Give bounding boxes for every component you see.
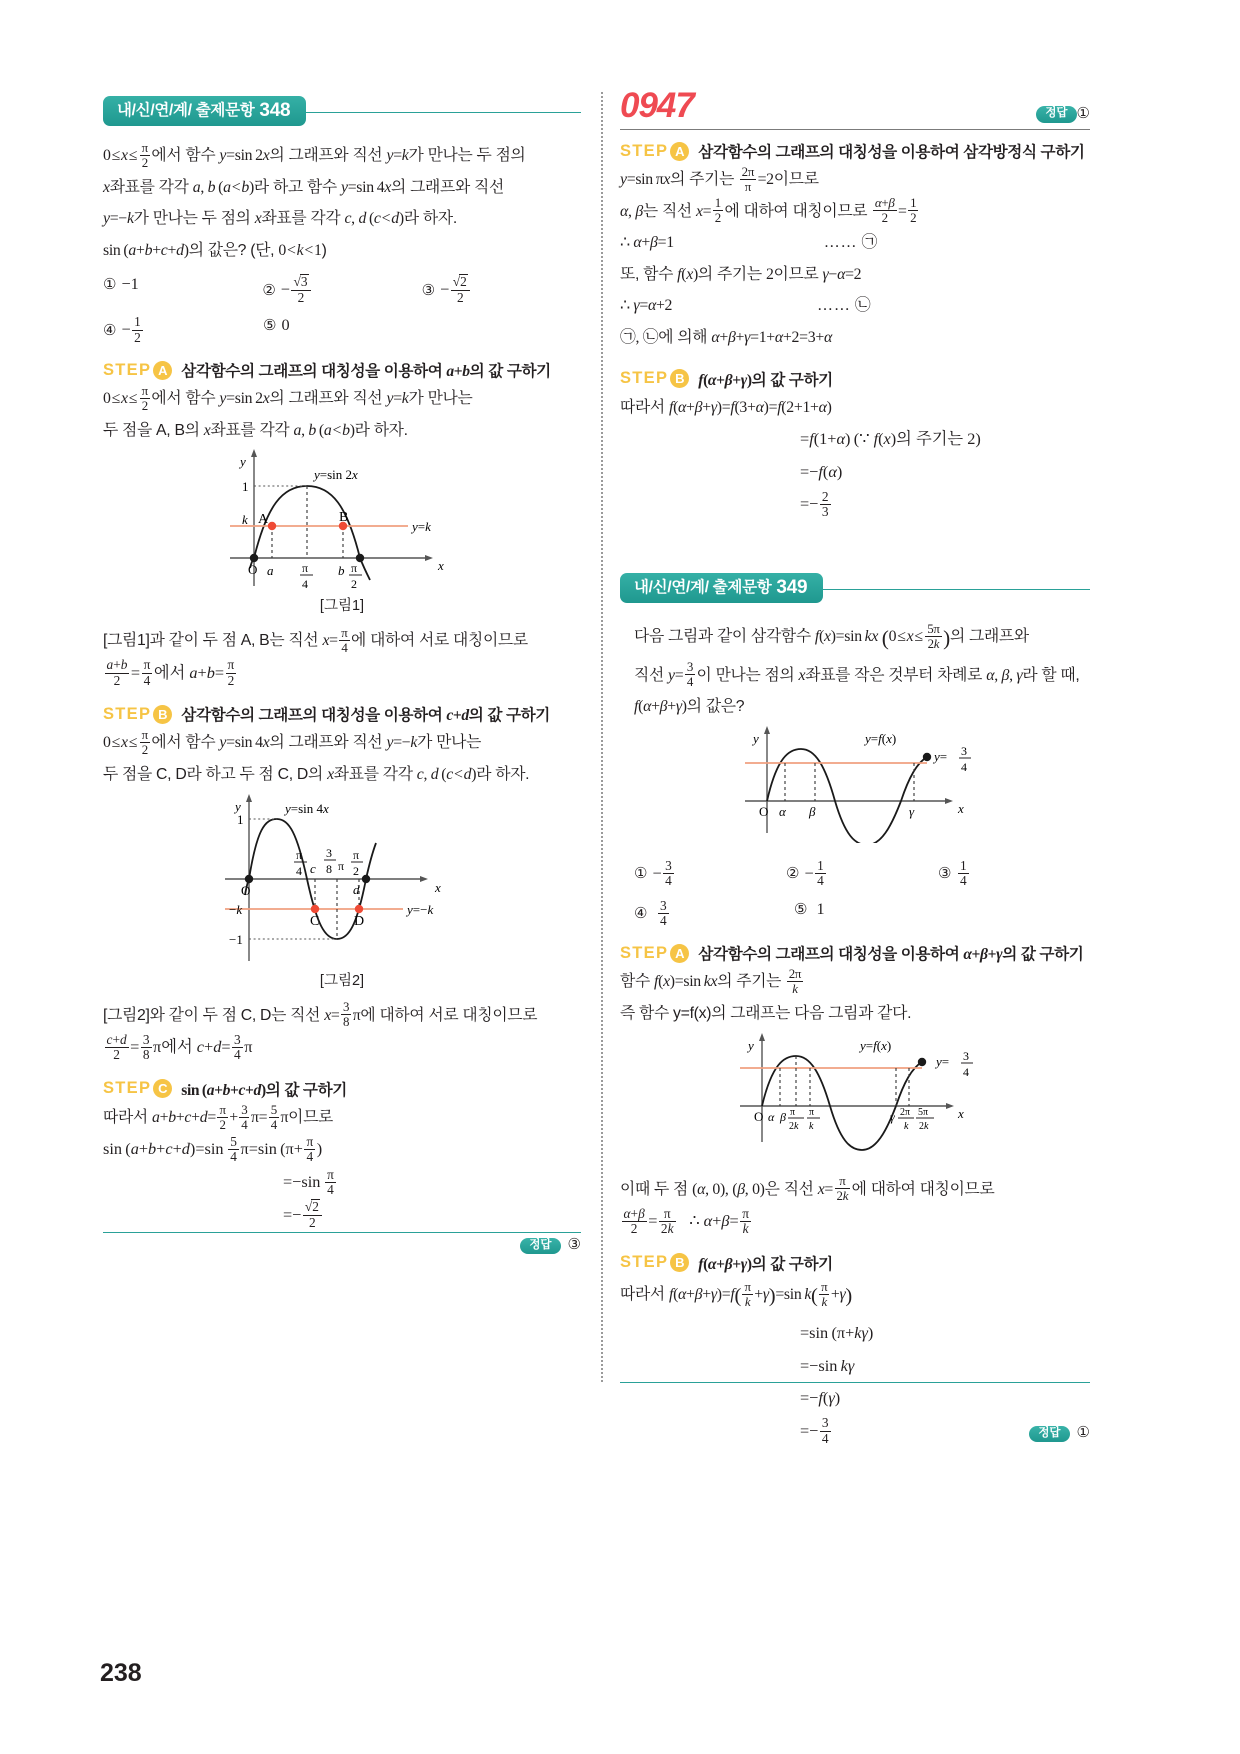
choice-3[interactable]: ③ − $\frac{√2}{2}$ [422,274,581,305]
svg-text:y=: y= [934,748,948,764]
step-b-after-2: $\frac{c+d}{2}$ = $\frac{3}{8}$ π에서 c+d= $\frac{3}{4}$ π [106,1031,253,1063]
svg-text:1: 1 [237,811,244,827]
step-b2-l1: 따라서 f(α+β+γ)=f( $\frac{\pi}{k}$ +γ)=sin k( $\frac{\pi}{k}$ +γ) [620,1278,852,1309]
badge-349 [620,573,823,603]
step-letter-b: B [670,369,689,388]
right-column-bottom-rule [620,1382,1090,1383]
svg-text:2: 2 [353,863,359,878]
svg-text:O: O [759,803,769,819]
step-a2-title: 삼각함수의 그래프의 대칭성을 이용하여 α+β+γ의 값 구하기 [698,946,1084,964]
step-letter-b: B [670,1253,689,1272]
svg-text:A: A [258,512,269,528]
step-a-right-l1: y=sin πx의 주기는 $\frac{2\pi}{\pi}$ =2이므로 [620,163,819,194]
svg-text:D: D [354,913,365,929]
svg-text:y: y [748,1037,754,1053]
svg-text:2k: 2k [919,1120,929,1132]
svg-text:5π: 5π [918,1106,929,1118]
step-label: STEP [620,1253,669,1272]
step-b-right-l4: =− $\frac{2}{3}$ [800,488,829,520]
answer-value: ① [1076,1425,1090,1442]
step-a-left [103,359,581,381]
step-b-left [103,703,581,725]
svg-text:y: y [235,798,241,814]
svg-text:4: 4 [296,863,302,878]
choice-row-2 [634,899,1090,929]
problem-line-1: 0 ≤ x ≤ $\frac{\pi}{2}$ 에서 함수 y=sin 2x의 그래프와 직선 y=k가 만나는 두 점의 [103,139,526,170]
step-a-right-l2: α, β는 직선 x= $\frac{1}{2}$ 에 대하여 대칭이므로 $\frac{\alpha+\beta}{2}$ = $\frac{1}{2}$ [620,195,917,226]
svg-text:x: x [435,879,441,895]
problem-line-2: x좌표를 각각 a, b (a < b)라 하고 함수 y=sin 4x의 그래프와 직선 [103,178,504,196]
badge-348 [103,96,306,126]
step-label: STEP [620,141,669,160]
badge-348-number: 348 [259,100,291,121]
answer-pill-label: 정답 [1036,106,1076,123]
step-label: STEP [103,1079,152,1098]
step-a-right-l6: ㉠, ㉡에 의해 α+β+γ=1+α+2=3+α [620,328,832,346]
svg-text:y=f(x): y=f(x) [860,1037,892,1053]
question-rule [620,129,1090,130]
problem-349-line-1: 다음 그림과 같이 삼각함수 f(x)=sin kx (0 ≤ x ≤ $\frac{5\pi}{2k}$ )의 그래프와 [634,620,1029,651]
choice-3[interactable]: ③ $\frac{1}{4}$ [938,857,967,889]
svg-text:2: 2 [351,577,357,592]
choice-4[interactable]: ④ $\frac{3}{4}$ [634,897,667,929]
svg-text:2π: 2π [900,1106,911,1118]
step-a-after-1: [그림1]과 같이 두 점 A, B는 직선 x= $\frac{\pi}{4}$ 에 대하여 서로 대칭이므로 [103,625,528,655]
badge-349-number: 349 [776,576,808,598]
svg-text:x: x [958,1105,964,1121]
svg-text:π: π [790,1106,796,1118]
svg-text:π: π [351,561,358,576]
badge-349-prefix: 내/신/연/계/ 출제문항 [634,578,772,596]
svg-text:y=k: y=k [412,519,431,535]
step-c-line-4: =− $\frac{√2}{2}$ [103,1199,581,1232]
svg-text:1: 1 [242,479,249,495]
step-label: STEP [620,943,669,962]
step-b2-title: f(α+β+γ)의 값 구하기 [698,1255,833,1273]
svg-text:α: α [768,1109,775,1124]
svg-text:c: c [310,860,316,876]
right-column [620,86,1090,1446]
svg-text:y: y [240,454,246,470]
step-c-title: sin (a+b+c+d)의 값 구하기 [181,1081,347,1099]
svg-text:O: O [754,1108,764,1124]
svg-text:B: B [339,510,349,526]
svg-text:π: π [296,847,303,862]
choice-row-1 [103,274,581,305]
problem-349-header [620,573,1090,607]
step-b2-l4: =−f(γ) [800,1388,841,1408]
svg-text:k: k [904,1120,909,1132]
step-letter-b: B [153,705,172,724]
question-number-0947: 0947 [620,86,694,125]
svg-text:β: β [780,1109,786,1124]
problem-349-choices [620,859,1090,929]
choice-5[interactable]: ⑤ 1 [794,898,825,918]
svg-text:y=−k: y=−k [407,901,434,917]
column-divider [601,92,603,1382]
svg-text:3: 3 [961,743,967,758]
choice-row-2 [103,315,581,345]
figure-2-graph [207,791,477,971]
step-b-line-1: 0 ≤ x ≤ $\frac{\pi}{2}$ 에서 함수 y=sin 4x의 그래프와 직선 y=−k가 만나는 [103,727,482,758]
step-a-right [620,140,1090,162]
step-b-right-title: f(α+β+γ)의 값 구하기 [698,371,833,389]
step-a-right-l4: 또, 함수 f(x)의 주기는 2이므로 γ−α=2 [620,265,862,283]
step-b-title: 삼각함수의 그래프의 대칭성을 이용하여 c+d의 값 구하기 [181,707,550,725]
problem-348-header [103,96,581,130]
svg-text:C: C [310,913,320,929]
step-a2-right [620,942,1090,964]
step-b-line-2: 두 점을 C, D라 하고 두 점 C, D의 x좌표를 각각 c, d (c < d)라 하자. [103,766,530,784]
problem-348-choices [103,274,581,345]
svg-text:4: 4 [302,577,308,592]
choice-2[interactable]: ② − $\frac{√3}{2}$ [262,274,421,305]
problem-349-line-3: f(α+β+γ)의 값은? [634,698,745,716]
badge-348-prefix: 내/신/연/계/ 출제문항 [117,102,255,119]
step-b-right-l1: 따라서 f(α+β+γ)=f(3+α)=f(2+1+α) [620,398,832,416]
svg-text:a: a [267,563,274,579]
svg-text:k: k [809,1120,814,1132]
svg-text:y=: y= [936,1053,950,1069]
answer-pill-label: 정답 [1029,1426,1069,1443]
figure-4-wrap [620,1030,1090,1160]
svg-text:π: π [338,858,345,873]
figure-3-graph [715,723,995,843]
step-c-line-3: =−sin $\frac{\pi}{4}$ [283,1166,334,1197]
svg-text:k: k [242,512,248,528]
svg-text:γ: γ [890,1109,895,1124]
step-b-right-l2: =f(1+α) (∵ f(x)의 주기는 2) [800,429,981,449]
svg-text:O: O [241,882,251,898]
svg-text:y: y [753,730,759,746]
svg-text:O: O [248,562,258,578]
svg-text:x: x [958,800,964,816]
step-c-line-2: sin (a+b+c+d)=sin $\frac{5}{4}$ π=sin (π+ $\frac{\pi}{4}$ ) [103,1133,323,1165]
svg-text:−1: −1 [229,931,243,947]
left-column-bottom-rule [103,1232,581,1233]
svg-text:4: 4 [961,759,967,774]
step-letter-a: A [153,361,172,380]
step-letter-c: C [153,1079,172,1098]
step-a-title: 삼각함수의 그래프의 대칭성을 이용하여 a+b의 값 구하기 [181,363,551,381]
problem-348-statement [103,140,581,266]
choice-1[interactable]: ① − $\frac{3}{4}$ [634,857,672,889]
choice-4[interactable]: ④ − $\frac{1}{2}$ [103,314,141,345]
step-label: STEP [103,360,152,379]
step-b-right-l3: =−f(α) [800,461,843,481]
left-column [103,96,581,1254]
svg-text:π: π [353,847,360,862]
svg-text:3: 3 [963,1048,969,1063]
problem-line-4: sin (a+b+c+d)의 값은? (단, 0 < k < 1) [103,241,327,259]
step-letter-a: A [670,142,689,161]
left-answer-line [103,1235,581,1254]
svg-text:β: β [809,803,816,819]
svg-text:4: 4 [963,1064,969,1079]
choice-row-1 [634,859,1090,889]
step-a-right-l5: ∴ γ=α+2 …… ㉡ [620,297,871,315]
svg-text:2k: 2k [789,1120,799,1132]
answer-value: ① [1076,106,1090,122]
svg-text:π: π [302,561,309,576]
step-label: STEP [103,704,152,723]
page-number: 238 [100,1659,142,1687]
figure-1-graph [212,446,472,596]
step-c-left [103,1078,581,1100]
step-a-after-2: $\frac{a+b}{2}$ = $\frac{\pi}{4}$ 에서 a+b= $\frac{\pi}{2}$ [106,657,235,688]
step-b-right [620,368,1090,390]
step-b2-right [620,1252,1090,1274]
step-a-line-1: 0 ≤ x ≤ $\frac{\pi}{2}$ 에서 함수 y=sin 2x의 그래프와 직선 y=k가 만나는 [103,382,473,413]
answer-pill-label: 정답 [520,1238,560,1255]
svg-text:8: 8 [326,861,332,876]
step-a-right-l3: ∴ α+β=1 …… ㉠ [620,234,877,252]
figure-4-graph [710,1030,1000,1160]
figure-3-wrap [620,723,1090,843]
step-a-right-title: 삼각함수의 그래프의 대칭성을 이용하여 삼각방정식 구하기 [698,144,1085,161]
problem-line-3: y=−k가 만나는 두 점의 x좌표를 각각 c, d (c < d)라 하자. [103,210,457,228]
right-answer-line [620,1423,1090,1442]
svg-text:α: α [779,803,786,819]
step-a2-l2: 즉 함수 y=f(x)의 그래프는 다음 그림과 같다. [620,1005,912,1023]
step-letter-a: A [670,944,689,963]
step-c-line-1: 따라서 a+b+c+d= $\frac{\pi}{2}$ + $\frac{3}{4}$ π= $\frac{5}{4}$ π이므로 [103,1101,334,1132]
after-fig4-l2: $\frac{\alpha+\beta}{2}$ = $\frac{\pi}{2k}$ ∴ α+β= $\frac{\pi}{k}$ [623,1205,749,1237]
step-b2-l3: =−sin kγ [800,1355,855,1375]
svg-text:d: d [353,881,360,897]
svg-text:π: π [809,1106,815,1118]
choice-1[interactable]: ① −1 [103,274,139,294]
svg-text:y=sin 2x: y=sin 2x [314,467,358,483]
svg-text:3: 3 [326,845,332,860]
svg-text:γ: γ [909,803,915,819]
step-a2-l1: 함수 f(x)=sin kx의 주기는 $\frac{2\pi}{k}$ [620,966,802,997]
step-b-after-1: [그림2]와 같이 두 점 C, D는 직선 x= $\frac{3}{8}$ π에 대하여 서로 대칭이므로 [103,999,538,1030]
answer-value: ③ [567,1237,581,1254]
step-label: STEP [620,369,669,388]
problem-349-line-2: 직선 y= $\frac{3}{4}$ 이 만나는 점의 x좌표를 작은 것부터 차례로 α, β, γ라 할 때, [634,659,1080,690]
svg-text:x: x [438,558,444,574]
figure-2-caption: [그림2] [319,972,365,989]
figure-2-wrap [103,791,581,971]
svg-text:y=f(x): y=f(x) [865,730,897,746]
svg-text:b: b [338,563,345,579]
figure-1-wrap [103,446,581,596]
step-a-line-2: 두 점을 A, B의 x좌표를 각각 a, b (a < b)라 하자. [103,421,408,439]
svg-text:y=sin 4x: y=sin 4x [285,800,329,816]
step-b2-l2: =sin (π+kγ) [800,1322,874,1342]
choice-5[interactable]: ⑤ 0 [263,315,290,335]
after-fig4-l1: 이때 두 점 (α, 0), (β, 0)은 직선 x= $\frac{\pi}{2k}$ 에 대하여 대칭이므로 [620,1173,995,1204]
svg-text:−k: −k [229,901,243,917]
choice-2[interactable]: ② − $\frac{1}{4}$ [786,857,824,889]
step-b2-l5: =− $\frac{3}{4}$ [800,1415,829,1446]
right-answer-top [1036,104,1090,123]
figure-1-caption: [그림1] [319,598,365,615]
